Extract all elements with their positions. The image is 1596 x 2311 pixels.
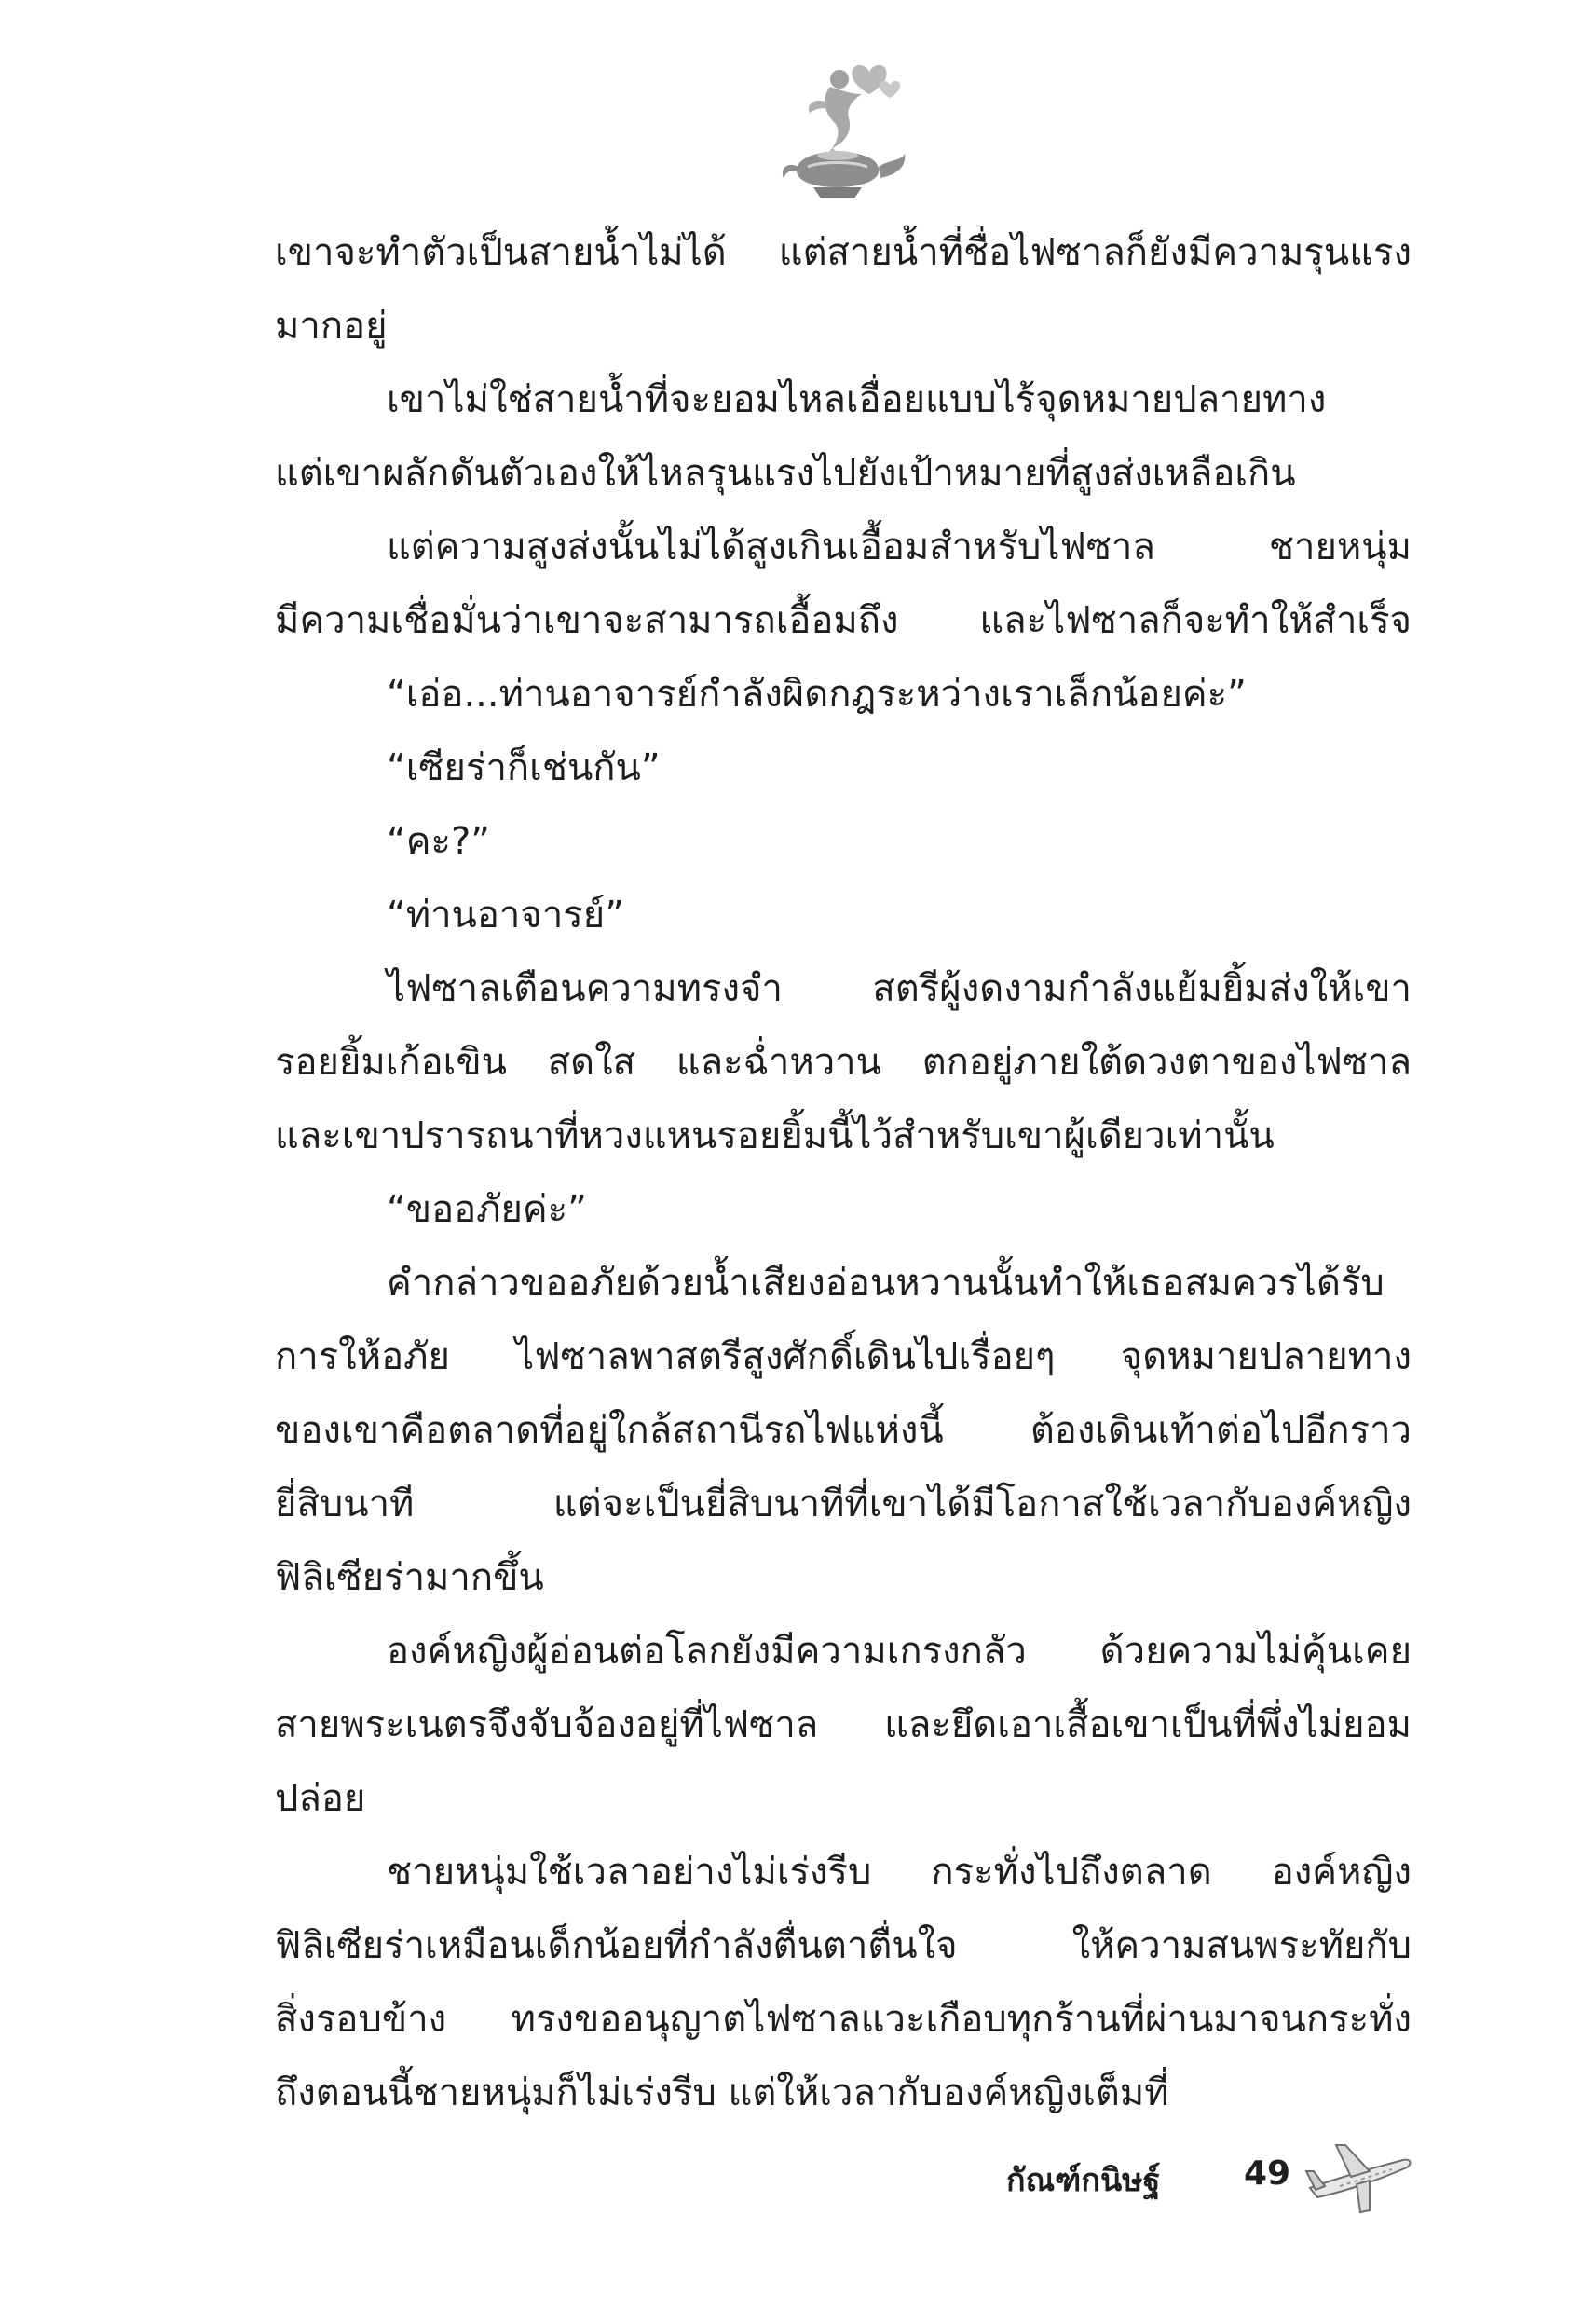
page-number: 49 [1244,2154,1291,2193]
text-line: “คะ?” [387,820,490,863]
text-line: ถึงตอนนี้ชายหนุ่มก็ไม่เร่งรีบ แต่ให้เวลากับองค์หญิงเต็มที่ [275,2072,1169,2114]
text-line: ฟิลิเซียร่าเหมือนเด็กน้อยที่กำลังตื่นตาตื่นใจ ให้ความสนพระทัยกับ [275,1924,1412,1967]
text-line: เขาจะทำตัวเป็นสายน้ำไม่ได้ แต่สายน้ำที่ชื่อไฟซาลก็ยังมีความรุนแรง [275,231,1412,274]
text-line: เขาไม่ใช่สายน้ำที่จะยอมไหลเอื่อยแบบไร้จุดหมายปลายทาง [387,378,1327,421]
text-line: การให้อภัย ไฟซาลพาสตรีสูงศักดิ์เดินไปเรื่อยๆ จุดหมายปลายทาง [275,1335,1412,1378]
text-line: สายพระเนตรจึงจับจ้องอยู่ที่ไฟซาล และยึดเอาเสื้อเขาเป็นที่พึ่งไม่ยอม [275,1703,1412,1746]
text-line: ฟิลิเซียร่ามากขึ้น [275,1556,544,1599]
page-footer [1006,2125,1416,2227]
text-line: “ขออภัยค่ะ” [387,1188,587,1231]
text-line: ของเขาคือตลาดที่อยู่ใกล้สถานีรถไฟแห่งนี้ ต้องเดินเท้าต่อไปอีกราว [275,1409,1412,1452]
text-line: มีความเชื่อมั่นว่าเขาจะสามารถเอื้อมถึง และไฟซาลก็จะทำให้สำเร็จ [275,599,1412,642]
text-line: “ท่านอาจารย์” [387,894,624,937]
text-line: ไฟซาลเตือนความทรงจำ สตรีผู้งดงามกำลังแย้มยิ้มส่งให้เขา [387,967,1412,1010]
body-text [275,216,1412,2130]
text-line: คำกล่าวขออภัยด้วยน้ำเสียงอ่อนหวานนั้นทำให้เธอสมควรได้รับ [387,1262,1385,1305]
text-line: แต่ความสูงส่งนั้นไม่ได้สูงเกินเอื้อมสำหรับไฟซาล ชายหนุ่ม [387,526,1412,568]
text-line: มากอยู่ [275,305,388,348]
book-title: กัณฑ์กนิษฐ์ [1006,2162,1161,2199]
airplane-icon [1303,2134,1414,2218]
text-line: “เซียร่าก็เช่นกัน” [387,746,661,789]
text-line: สิ่งรอบข้าง ทรงขออนุญาตไฟซาลแวะเกือบทุกร้านที่ผ่านมาจนกระทั่ง [275,1998,1412,2041]
text-line: “เอ่อ...ท่านอาจารย์กำลังผิดกฎระหว่างเราเล็กน้อยค่ะ” [387,673,1247,716]
text-line: องค์หญิงผู้อ่อนต่อโลกยังมีความเกรงกลัว ด้วยความไม่คุ้นเคย [387,1630,1412,1673]
text-line: แต่เขาผลักดันตัวเองให้ไหลรุนแรงไปยังเป้าหมายที่สูงส่งเหลือเกิน [275,452,1296,495]
text-line: รอยยิ้มเก้อเขิน สดใส และฉ่ำหวาน ตกอยู่ภายใต้ดวงตาของไฟซาล [275,1041,1412,1084]
genie-lamp-ornament-icon [759,51,918,210]
text-line: และเขาปรารถนาที่หวงแหนรอยยิ้มนี้ไว้สำหรับเขาผู้เดียวเท่านั้น [275,1114,1275,1157]
text-line: ชายหนุ่มใช้เวลาอย่างไม่เร่งรีบ กระทั่งไปถึงตลาด องค์หญิง [387,1851,1412,1894]
text-line: ปล่อย [275,1777,366,1820]
text-line: ยี่สิบนาที แต่จะเป็นยี่สิบนาทีที่เขาได้มีโอกาสใช้เวลากับองค์หญิง [275,1483,1412,1525]
